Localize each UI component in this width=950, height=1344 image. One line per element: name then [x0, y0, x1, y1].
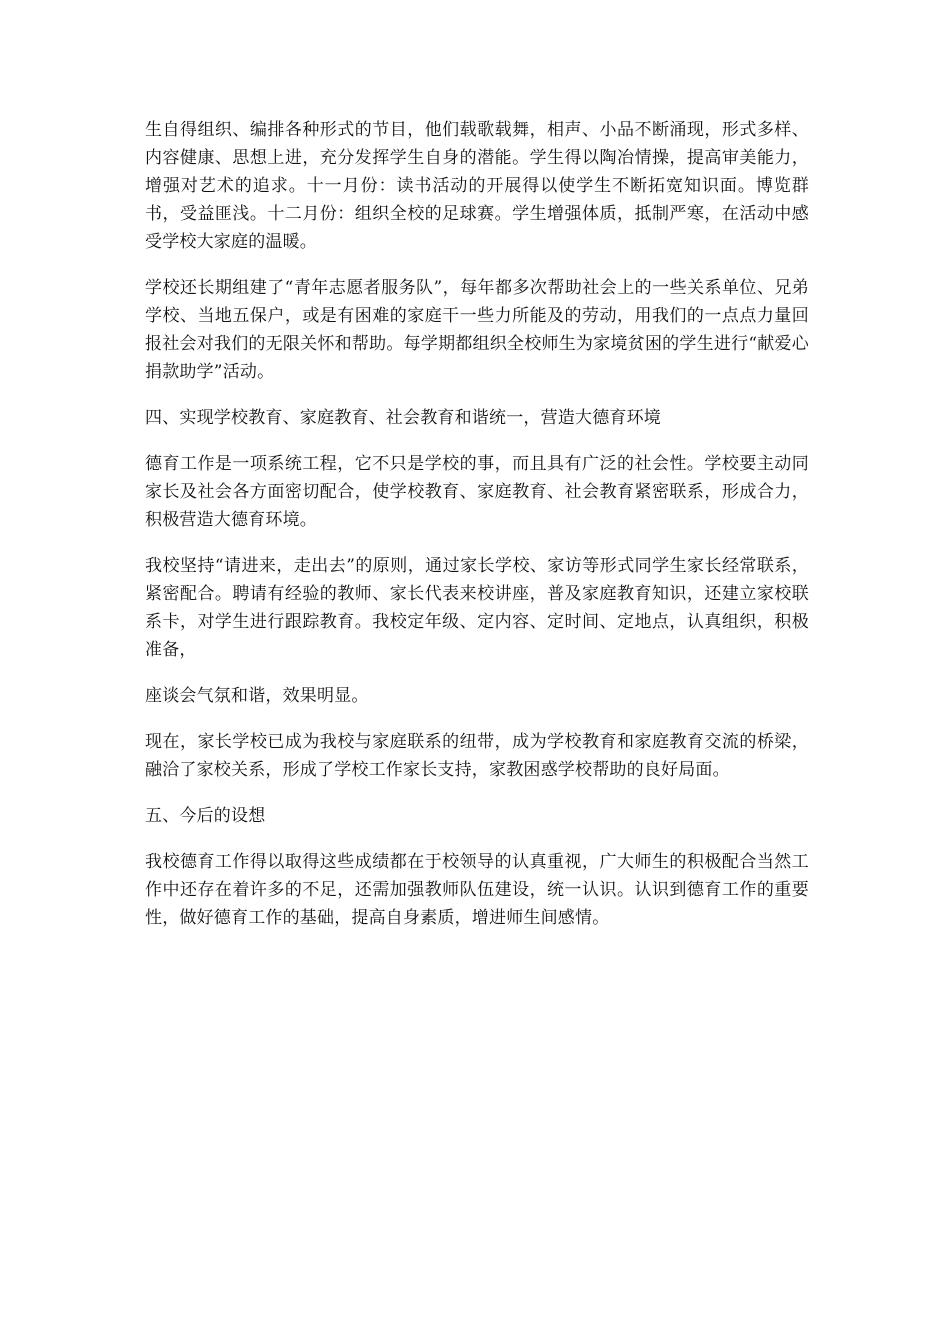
section-heading-4: 四、实现学校教育、家庭教育、社会教育和谐统一，营造大德育环境	[145, 408, 661, 428]
document-body	[145, 116, 809, 950]
paragraph-system-project: 德育工作是一项系统工程，它不只是学校的事，而且具有广泛的社会性。学校要主动同家长及社会各方面密切配合，使学校教育、家庭教育、社会教育紧密联系，形成合力，积极营造大德育环境。	[145, 454, 809, 530]
paragraph-parent-school: 现在，家长学校已成为我校与家庭联系的纽带，成为学校教育和家庭教育交流的桥梁，融洽了家校关系，形成了学校工作家长支持，家教困惑学校帮助的良好局面。	[145, 732, 809, 780]
paragraph-activities: 生自得组织、编排各种形式的节目，他们载歌载舞，相声、小品不断涌现，形式多样、内容健康、思想上进，充分发挥学生自身的潜能。学生得以陶冶情操，提高审美能力，增强对艺术的追求。十一月份：读书活动的开展得以使学生不断拓宽知识面。博览群书，受益匪浅。十二月份：组织全校的足球赛。学生增强体质，抵制严寒，在活动中感受学校大家庭的温暖。	[145, 120, 809, 252]
paragraph-forum: 座谈会气氛和谐，效果明显。	[145, 686, 369, 706]
paragraph-future-plans: 我校德育工作得以取得这些成绩都在于校领导的认真重视，广大师生的积极配合当然工作中还存在着许多的不足，还需加强教师队伍建设，统一认识。认识到德育工作的重要性，做好德育工作的基础，提高自身素质，增进师生间感情。	[145, 852, 809, 928]
paragraph-parent-contact: 我校坚持“请进来，走出去”的原则，通过家长学校、家访等形式同学生家长经常联系，紧密配合。聘请有经验的教师、家长代表来校讲座，普及家庭教育知识，还建立家校联系卡，对学生进行跟踪教育。我校定年级、定内容、定时间、定地点，认真组织，积极准备，	[145, 556, 809, 660]
paragraph-volunteers: 学校还长期组建了“青年志愿者服务队”，每年都多次帮助社会上的一些关系单位、兄弟学校、当地五保户，或是有困难的家庭干一些力所能及的劳动，用我们的一点点力量回报社会对我们的无限关怀和帮助。每学期都组织全校师生为家境贫困的学生进行“献爱心捐款助学”活动。	[145, 278, 809, 382]
section-heading-5: 五、今后的设想	[145, 806, 266, 826]
